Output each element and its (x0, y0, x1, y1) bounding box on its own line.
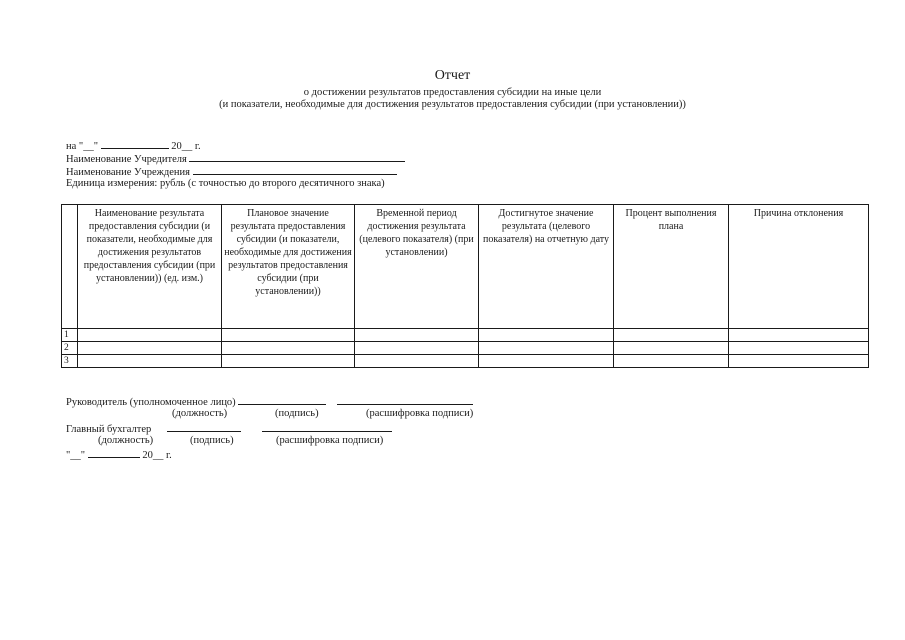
report-table (61, 204, 869, 368)
table-row (62, 342, 869, 355)
head-position-caption: (должность) (172, 408, 228, 419)
document-subtitle-1: о достижении результатов предоставления субсидии на иные цели (303, 87, 602, 98)
column-header-time-period: Временной период достижения результата (целевого показателя) (при установлении) (355, 205, 479, 329)
column-header-number (62, 205, 78, 329)
table-cell (614, 342, 729, 355)
head-decoding-caption: (расшифровка подписи) (366, 408, 474, 419)
accountant-position-caption: (должность) (98, 435, 154, 446)
table-row (62, 329, 869, 342)
table-cell (355, 329, 479, 342)
table-cell (614, 329, 729, 342)
head-position-blank (238, 395, 326, 405)
column-header-result-name: Наименование результата предоставления субсидии (и показатели, необходимые для достижения результатов предоставления субсидии (при установлении)) (ед. изм.) (78, 205, 222, 329)
head-signature-caption: (подпись) (275, 408, 319, 419)
signature-date-month-blank (88, 448, 140, 458)
table-cell (355, 355, 479, 368)
institution-blank (193, 165, 397, 175)
accountant-decoding-blank (262, 422, 392, 432)
founder-line (66, 152, 405, 165)
column-header-deviation-reason: Причина отклонения (729, 205, 869, 329)
date-prefix: на "__" (66, 141, 98, 152)
table-cell (614, 355, 729, 368)
table-cell (222, 329, 355, 342)
founder-label: Наименование Учредителя (66, 154, 187, 165)
date-suffix: 20__ г. (171, 141, 201, 152)
row-number: 2 (62, 342, 78, 355)
head-line (66, 395, 473, 408)
table-cell (78, 329, 222, 342)
table-cell (729, 329, 869, 342)
table-cell (479, 342, 614, 355)
unit-line: Единица измерения: рубль (с точностью до второго десятичного знака) (66, 178, 385, 189)
table-header-row (62, 205, 869, 329)
row-number: 3 (62, 355, 78, 368)
accountant-signature-caption: (подпись) (190, 435, 234, 446)
table-cell (479, 329, 614, 342)
signature-date-line (66, 448, 172, 461)
head-decoding-blank (337, 395, 473, 405)
accountant-decoding-caption: (расшифровка подписи) (276, 435, 384, 446)
table-cell (222, 355, 355, 368)
founder-blank (189, 152, 405, 162)
table-cell (355, 342, 479, 355)
table-cell (222, 342, 355, 355)
accountant-signature-blank (167, 422, 241, 432)
accountant-line (66, 422, 392, 435)
signature-date-prefix: "__" (66, 450, 86, 461)
table-cell (729, 342, 869, 355)
table-row (62, 355, 869, 368)
table-cell (729, 355, 869, 368)
column-header-planned-value: Плановое значение результата предоставления субсидии (и показатели, необходимые для достижения результатов предоставления субсидии (при установлении)) (222, 205, 355, 329)
signature-date-suffix: 20__ г. (142, 450, 172, 461)
accountant-label: Главный бухгалтер (66, 424, 152, 435)
document-title: Отчет (434, 68, 471, 83)
table-cell (78, 355, 222, 368)
document-subtitle-2: (и показатели, необходимые для достижения результатов предоставления субсидии (при установлении)) (219, 99, 686, 110)
table-cell (479, 355, 614, 368)
date-month-blank (101, 139, 169, 149)
table-cell (78, 342, 222, 355)
institution-label: Наименование Учреждения (66, 167, 190, 178)
head-label: Руководитель (уполномоченное лицо) (66, 397, 236, 408)
column-header-achieved-value: Достигнутое значение результата (целевого показателя) на отчетную дату (479, 205, 614, 329)
row-number: 1 (62, 329, 78, 342)
column-header-percent: Процент выполнения плана (614, 205, 729, 329)
date-line (66, 139, 201, 152)
institution-line (66, 165, 397, 178)
